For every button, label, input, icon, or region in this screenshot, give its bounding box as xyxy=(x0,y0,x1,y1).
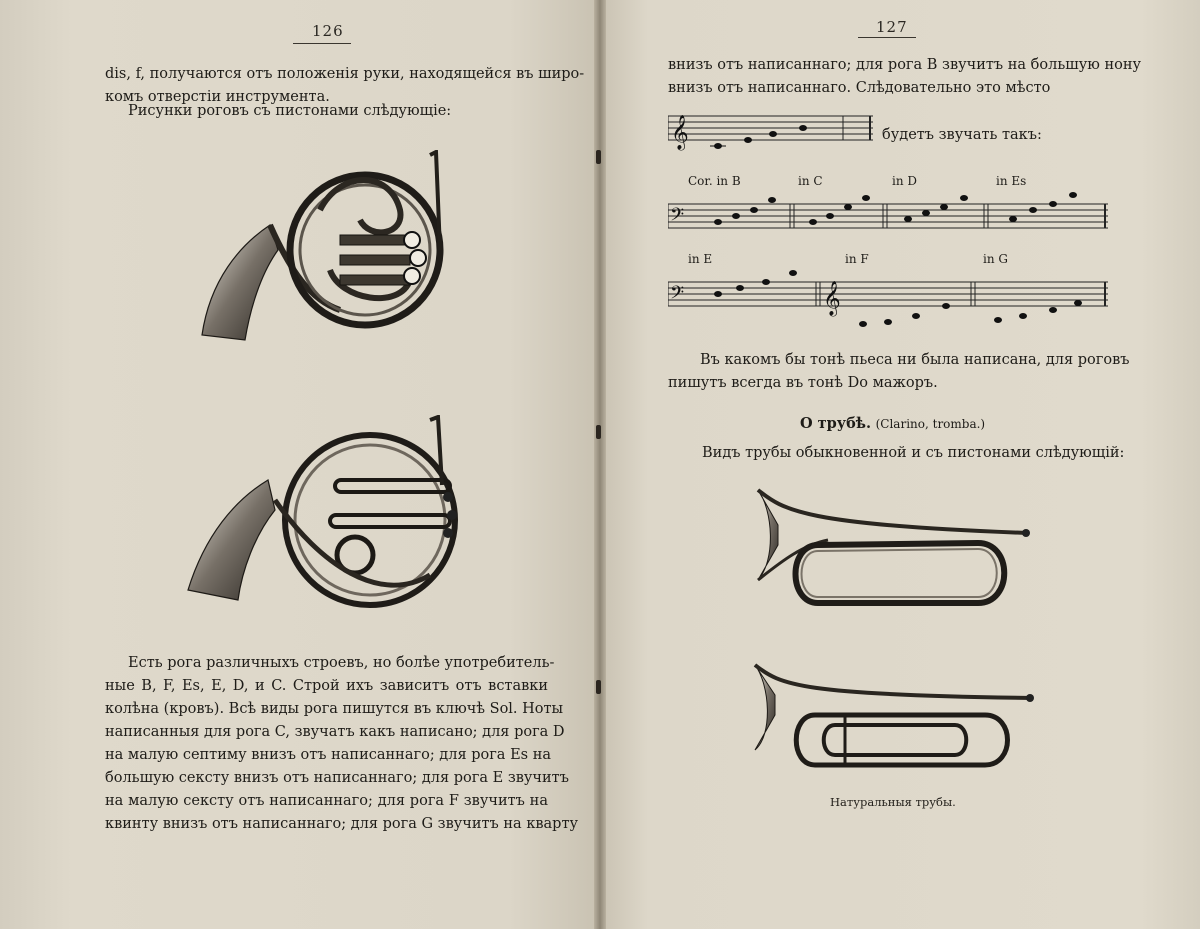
svg-text:𝄞: 𝄞 xyxy=(671,115,689,150)
left-body-line-4: написанныя для рога C, звучатъ какъ написано; для рога D xyxy=(105,724,565,740)
heading-title: О трубѣ. xyxy=(800,415,871,432)
label-in-f: in F xyxy=(845,252,869,266)
left-body-line-6: большую сексту внизъ отъ написаннаго; для рога E звучитъ xyxy=(105,770,569,786)
french-horn-illustration-2 xyxy=(180,415,465,615)
label-in-d: in D xyxy=(892,174,918,188)
left-body-line-8: квинту внизъ отъ написаннаго; для рога G звучитъ на кварту xyxy=(105,816,579,832)
left-line-3: Рисунки роговъ съ пистонами слѣдующіе: xyxy=(128,103,452,119)
left-line-2: комъ отверстіи инструмента. xyxy=(105,89,330,105)
left-body-line-1: Есть рога различныхъ строевъ, но болѣе употребитель- xyxy=(128,655,555,671)
music-staff-bass-1 xyxy=(668,190,1113,235)
right-line-5: Видъ трубы обыкновенной и съ пистонами слѣдующій: xyxy=(702,445,1125,461)
section-heading xyxy=(800,412,985,436)
binding-stitch xyxy=(596,425,601,439)
svg-text:𝄢: 𝄢 xyxy=(670,283,685,308)
figure-caption: Натуральныя трубы. xyxy=(830,795,956,809)
right-line-2: внизъ отъ написаннаго. Слѣдовательно это мѣсто xyxy=(668,80,1051,96)
right-line-1: внизъ отъ написаннаго; для рога B звучитъ на большую нону xyxy=(668,57,1142,73)
french-horn-illustration xyxy=(190,150,465,345)
label-in-g: in G xyxy=(983,252,1008,266)
left-body-line-3: колѣна (кровъ). Всѣ виды рога пишутся въ ключѣ Sol. Ноты xyxy=(105,701,564,717)
page-number-rule xyxy=(293,43,351,44)
music-staff-mixed xyxy=(668,268,1113,333)
natural-trumpet-illustration xyxy=(748,485,1033,610)
will-sound-text: будетъ звучать такъ: xyxy=(882,127,1042,143)
music-staff-treble xyxy=(668,110,878,155)
right-line-4: пишутъ всегда въ тонѣ Do мажоръ. xyxy=(668,375,938,391)
label-in-c: in C xyxy=(798,174,823,188)
svg-text:𝄞: 𝄞 xyxy=(823,281,841,316)
page-number-rule xyxy=(858,37,916,38)
left-body-line-7: на малую сексту отъ написаннаго; для рога F звучитъ на xyxy=(105,793,548,809)
heading-subtitle: (Clarino, tromba.) xyxy=(875,417,986,431)
left-line-1: dis, f, получаются отъ положенія руки, находящейся въ широ- xyxy=(105,66,585,82)
label-in-e: in E xyxy=(688,252,713,266)
trumpet-with-valves-illustration xyxy=(745,660,1040,780)
left-body-line-2: ные B, F, Es, E, D, и C. Строй ихъ зависитъ отъ вставки xyxy=(105,678,548,694)
right-line-3: Въ какомъ бы тонѣ пьеса ни была написана, для роговъ xyxy=(700,352,1130,368)
binding-stitch xyxy=(596,680,601,694)
binding-stitch xyxy=(596,150,601,164)
book-gutter xyxy=(594,0,606,929)
svg-text:𝄢: 𝄢 xyxy=(670,205,685,230)
label-cor-in-b: Cor. in B xyxy=(688,174,741,188)
page-number-right: 127 xyxy=(876,18,908,36)
page-number-left: 126 xyxy=(312,22,344,40)
left-body-line-5: на малую септиму внизъ отъ написаннаго; для рога Es на xyxy=(105,747,552,763)
label-in-es: in Es xyxy=(996,174,1027,188)
